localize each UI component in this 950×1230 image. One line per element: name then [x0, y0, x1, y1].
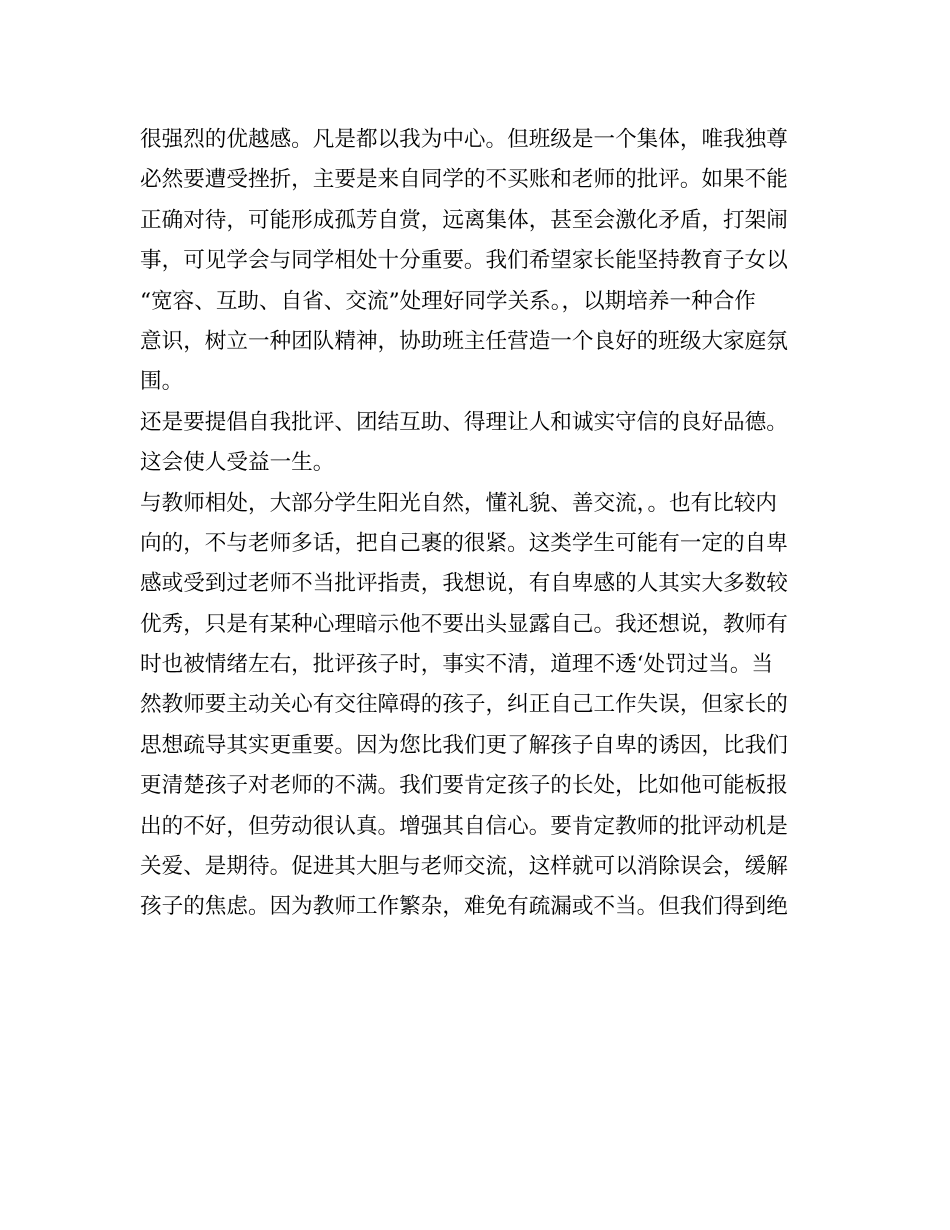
text-line: 然教师要主动关心有交往障碍的孩子，纠正自己工作失误，但家长的	[140, 692, 788, 718]
text-line: 事，可见学会与同学相处十分重要。我们希望家长能坚持教育子女以	[140, 248, 788, 274]
text-line: 出的不好，但劳动很认真。增强其自信心。要肯定教师的批评动机是	[140, 813, 788, 839]
text-line: 更清楚孩子对老师的不满。我们要肯定孩子的长处，比如他可能板报	[140, 773, 788, 799]
text-line: 意识，树立一种团队精神，协助班主任营造一个良好的班级大家庭氛	[140, 328, 788, 354]
text-line: 思想疏导其实更重要。因为您比我们更了解孩子自卑的诱因，比我们	[140, 732, 788, 758]
body-text	[140, 120, 800, 928]
text-line: 这会使人受益一生。	[140, 450, 335, 476]
text-line: “宽容、互助、自省、交流”处理好同学关系。，以期培养一种合作	[140, 288, 756, 314]
text-line: 向的，不与老师多话，把自己裹的很紧。这类学生可能有一定的自卑	[140, 530, 788, 556]
text-line: 正确对待，可能形成孤芳自赏，远离集体，甚至会激化矛盾，打架闹	[140, 207, 788, 233]
text-line: 很强烈的优越感。凡是都以我为中心。但班级是一个集体，唯我独尊	[140, 127, 788, 152]
text-line: 优秀，只是有某种心理暗示他不要出头显露自己。我还想说，教师有	[140, 611, 788, 637]
text-line: 关爱、是期待。促进其大胆与老师交流，这样就可以消除误会，缓解	[140, 854, 788, 880]
text-line: 与教师相处，大部分学生阳光自然，懂礼貌、善交流，。也有比较内	[140, 490, 778, 516]
text-line: 围。	[140, 369, 184, 395]
text-line: 必然要遭受挫折，主要是来自同学的不买账和老师的批评。如果不能	[140, 167, 788, 193]
text-line: 还是要提倡自我批评、团结互助、得理让人和诚实守信的良好品德。	[140, 409, 788, 435]
text-line: 感或受到过老师不当批评指责，我想说，有自卑感的人其实大多数较	[140, 571, 788, 597]
text-line: 时也被情绪左右，批评孩子时，事实不清，道理不透‘处罚过当。当	[140, 652, 774, 678]
text-line: 孩子的焦虑。因为教师工作繁杂，难免有疏漏或不当。但我们得到绝	[140, 894, 788, 920]
